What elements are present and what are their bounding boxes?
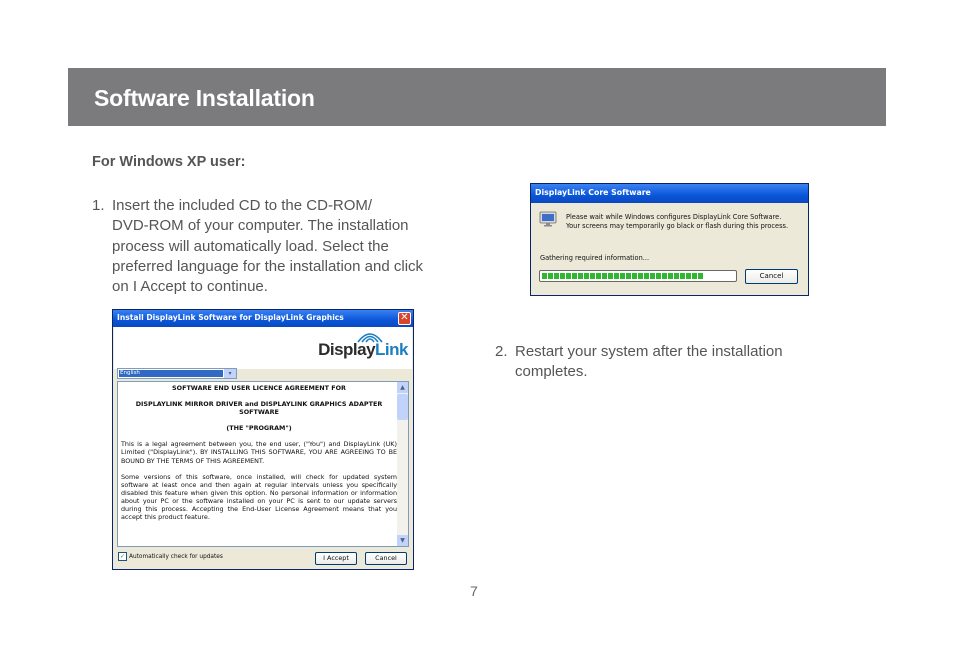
step-number: 1.	[92, 197, 105, 214]
header-band	[68, 68, 886, 126]
core-message	[566, 213, 788, 231]
step-line: completes.	[515, 363, 588, 381]
license-scrollbar[interactable]	[397, 382, 408, 546]
cancel-button[interactable]: Cancel	[365, 552, 407, 565]
license-paragraph: This is a legal agreement between you, the end user, ("You") and DisplayLink (UK) Limited ("DisplayLink"). BY INSTALLING THIS SOFTWARE, YOU ARE AGREEING TO BE BOUND BY THE TERMS OF THIS AGREEMENT.	[121, 440, 397, 465]
step-number: 2.	[495, 343, 508, 360]
monitor-icon	[539, 210, 557, 228]
core-software-dialog-screenshot	[530, 183, 809, 296]
step-line: process will automatically load. Select the	[112, 237, 389, 255]
section-title: For Windows XP user:	[92, 154, 246, 170]
dialog-titlebar	[531, 184, 808, 203]
language-selected: English	[119, 370, 223, 377]
license-text	[121, 384, 397, 521]
step-text	[515, 342, 815, 383]
displaylink-logo	[318, 340, 408, 360]
scroll-thumb[interactable]	[397, 394, 408, 420]
install-dialog-screenshot	[112, 309, 414, 570]
step-2	[495, 342, 825, 387]
step-line: DVD-ROM of your computer. The installation	[112, 217, 409, 235]
license-paragraph: Some versions of this software, once installed, will check for updated system software at least once and then again at regular intervals unless you specifically disabled this feature when given this option. No personal information or information about your PC or the software installed on your PC is sent to our update servers during this process. Accepting the End-User License Agreement means that you accept this product feature.	[121, 472, 397, 522]
cancel-button[interactable]: Cancel	[745, 269, 798, 284]
step-line: on I Accept to continue.	[112, 278, 268, 296]
core-message-line: Your screens may temporarily go black or flash during this process.	[566, 222, 789, 230]
core-message-line: Please wait while Windows configures DisplayLink Core Software.	[566, 213, 782, 221]
page-number: 7	[470, 583, 478, 599]
checkbox-label: Automatically check for updates	[129, 553, 223, 560]
progress-fill	[542, 273, 703, 279]
license-heading: DISPLAYLINK MIRROR DRIVER and DISPLAYLINK GRAPHICS ADAPTER SOFTWARE	[135, 400, 383, 417]
step-line: Insert the included CD to the CD-ROM/	[112, 197, 373, 214]
dialog-titlebar	[113, 310, 413, 327]
chevron-down-icon[interactable]: ▾	[224, 369, 236, 378]
dialog-title: Install DisplayLink Software for DisplayLink Graphics	[117, 313, 344, 322]
logo-part: Display	[318, 340, 376, 359]
step-line: Restart your system after the installation	[515, 343, 783, 360]
step-1	[92, 196, 452, 301]
license-heading: (THE "PROGRAM")	[226, 424, 292, 433]
logo-part: Link	[375, 340, 408, 359]
license-heading: SOFTWARE END USER LICENCE AGREEMENT FOR	[172, 384, 346, 392]
scroll-down-icon[interactable]: ▼	[397, 535, 408, 546]
checkbox-check-icon[interactable]: ✓	[119, 553, 126, 560]
step-text	[112, 196, 452, 297]
core-status-text: Gathering required information...	[540, 254, 650, 262]
close-icon[interactable]: ✕	[398, 312, 411, 325]
page-title: Software Installation	[94, 85, 315, 111]
step-line: preferred language for the installation and click	[112, 257, 424, 275]
logo-area	[114, 327, 412, 369]
accept-button[interactable]: I Accept	[315, 552, 357, 565]
dialog-title: DisplayLink Core Software	[535, 188, 651, 197]
license-textbox[interactable]	[117, 381, 409, 547]
progress-bar	[539, 270, 737, 282]
language-select[interactable]	[117, 368, 237, 379]
auto-update-checkbox[interactable]	[118, 552, 223, 561]
scroll-up-icon[interactable]: ▲	[397, 382, 408, 393]
